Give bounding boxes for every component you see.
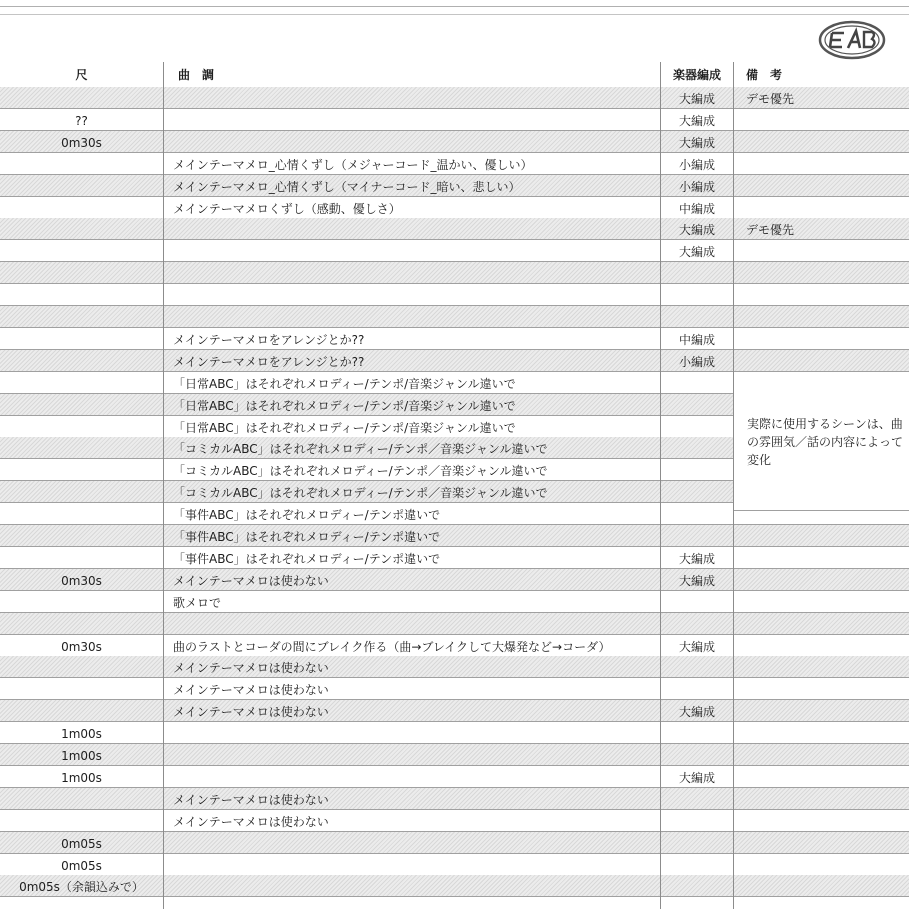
tune-cell: 「日常ABC」はそれぞれメロディー/テンポ/音楽ジャンル違いで bbox=[173, 420, 516, 435]
note-cell bbox=[746, 700, 906, 722]
tune-cell: 「コミカルABC」はそれぞれメロディー/テンポ／音楽ジャンル違いで bbox=[173, 486, 548, 501]
duration-cell bbox=[0, 350, 163, 372]
duration-cell bbox=[0, 700, 163, 722]
tune-cell: メインテーマメロは使わない bbox=[173, 661, 329, 676]
duration-cell bbox=[0, 547, 163, 569]
header-notes: 備 考 bbox=[746, 68, 783, 82]
duration-cell: 1m00s bbox=[61, 770, 102, 785]
instrument-cell: 大編成 bbox=[678, 135, 715, 150]
table-row bbox=[0, 788, 909, 810]
note-cell bbox=[746, 744, 906, 766]
tune-cell: 「日常ABC」はそれぞれメロディー/テンポ/音楽ジャンル違いで bbox=[173, 398, 516, 413]
note-cell: デモ優先 bbox=[746, 223, 795, 238]
instrument-cell: 中編成 bbox=[678, 201, 715, 216]
duration-cell bbox=[0, 503, 163, 525]
instrument-cell: 小編成 bbox=[678, 179, 715, 194]
instrument-cell bbox=[662, 416, 732, 438]
note-cell bbox=[746, 678, 906, 700]
instrument-cell bbox=[662, 656, 732, 678]
table-row bbox=[0, 766, 909, 788]
instrument-cell bbox=[662, 678, 732, 700]
table-row bbox=[0, 722, 909, 744]
table-row bbox=[0, 832, 909, 854]
note-cell bbox=[746, 766, 906, 788]
note-cell bbox=[746, 569, 906, 591]
tune-cell: メインテーマメロをアレンジとか?? bbox=[173, 332, 365, 347]
note-cell bbox=[746, 240, 906, 262]
merged-note-text: 実際に使用するシーンは、曲の雰囲気／話の内容によって変化 bbox=[747, 417, 904, 467]
tune-cell bbox=[173, 613, 653, 635]
instrument-cell bbox=[662, 832, 732, 854]
duration-cell bbox=[0, 459, 163, 481]
tune-cell: メインテーマメロは使わない bbox=[173, 705, 329, 720]
tune-cell: メインテーマメロをアレンジとか?? bbox=[173, 354, 365, 369]
duration-cell bbox=[0, 87, 163, 109]
note-cell bbox=[746, 197, 906, 219]
instrument-cell: 大編成 bbox=[678, 92, 715, 106]
table-row bbox=[0, 218, 909, 240]
column-divider bbox=[163, 62, 164, 909]
tune-cell: 「事件ABC」はそれぞれメロディー/テンポ違いで bbox=[173, 551, 441, 566]
note-cell: デモ優先 bbox=[746, 92, 795, 106]
note-cell bbox=[746, 262, 906, 284]
tune-cell bbox=[173, 109, 653, 131]
note-cell bbox=[746, 131, 906, 153]
duration-cell bbox=[0, 284, 163, 306]
table-row bbox=[0, 854, 909, 876]
duration-cell bbox=[0, 525, 163, 547]
top-rule bbox=[0, 6, 909, 7]
instrument-cell bbox=[662, 722, 732, 744]
duration-cell bbox=[0, 394, 163, 416]
duration-cell: 1m00s bbox=[61, 749, 102, 763]
instrument-cell bbox=[662, 394, 732, 416]
instrument-cell bbox=[662, 854, 732, 876]
note-cell bbox=[746, 306, 906, 328]
table-row bbox=[0, 306, 909, 328]
duration-cell bbox=[0, 240, 163, 262]
table-row bbox=[0, 284, 909, 306]
instrument-cell bbox=[662, 744, 732, 766]
instrument-cell: 大編成 bbox=[678, 639, 715, 654]
instrument-cell bbox=[662, 591, 732, 613]
column-divider bbox=[733, 62, 734, 909]
table-row bbox=[0, 613, 909, 635]
note-cell bbox=[746, 525, 906, 547]
note-cell bbox=[746, 810, 906, 832]
instrument-cell: 大編成 bbox=[678, 223, 715, 238]
tune-cell bbox=[173, 306, 653, 328]
note-cell bbox=[746, 656, 906, 678]
duration-cell bbox=[0, 678, 163, 700]
tune-cell: メインテーマメロは使わない bbox=[173, 573, 329, 588]
instrument-cell: 中編成 bbox=[678, 332, 715, 347]
tune-cell: メインテーマメロくずし（感動、優しさ） bbox=[173, 201, 401, 216]
table-row bbox=[0, 875, 909, 897]
instrument-cell: 小編成 bbox=[678, 157, 715, 172]
instrument-cell: 大編成 bbox=[678, 551, 715, 566]
duration-cell bbox=[0, 656, 163, 678]
table-row bbox=[0, 109, 909, 131]
tune-cell: メインテーマメロは使わない bbox=[173, 814, 329, 829]
duration-cell bbox=[0, 613, 163, 635]
table-row bbox=[0, 197, 909, 219]
note-cell bbox=[746, 350, 906, 372]
table-row bbox=[0, 525, 909, 547]
tune-cell: 「コミカルABC」はそれぞれメロディー/テンポ／音楽ジャンル違いで bbox=[173, 442, 548, 457]
duration-cell bbox=[0, 262, 163, 284]
note-cell bbox=[746, 547, 906, 569]
table-row bbox=[0, 656, 909, 678]
duration-cell bbox=[0, 437, 163, 459]
instrument-cell bbox=[662, 459, 732, 481]
note-cell bbox=[746, 153, 906, 175]
tune-cell bbox=[173, 240, 653, 262]
tune-cell bbox=[173, 722, 653, 744]
tune-cell bbox=[173, 284, 653, 306]
duration-cell bbox=[0, 175, 163, 197]
note-cell bbox=[746, 832, 906, 854]
tune-cell: 「日常ABC」はそれぞれメロディー/テンポ/音楽ジャンル違いで bbox=[173, 376, 516, 391]
table-row bbox=[0, 700, 909, 722]
logo-icon bbox=[818, 20, 886, 60]
tune-cell: 曲のラストとコーダの間にブレイク作る（曲→ブレイクして大爆発など→コーダ） bbox=[173, 639, 611, 654]
instrument-cell bbox=[662, 503, 732, 525]
tune-cell bbox=[173, 131, 653, 153]
table-row bbox=[0, 547, 909, 569]
tune-cell bbox=[173, 875, 653, 897]
tune-cell: 「事件ABC」はそれぞれメロディー/テンポ違いで bbox=[173, 508, 441, 523]
note-cell bbox=[746, 613, 906, 635]
instrument-cell bbox=[662, 262, 732, 284]
table-row bbox=[0, 240, 909, 262]
instrument-cell bbox=[662, 306, 732, 328]
table-row bbox=[0, 744, 909, 766]
note-cell bbox=[746, 788, 906, 810]
duration-cell bbox=[0, 481, 163, 503]
duration-cell: 0m05s bbox=[61, 836, 102, 851]
note-cell bbox=[746, 722, 906, 744]
duration-cell bbox=[0, 810, 163, 832]
instrument-cell: 小編成 bbox=[678, 354, 715, 369]
instrument-cell bbox=[662, 875, 732, 897]
table-row bbox=[0, 350, 909, 372]
merged-note-cell bbox=[733, 375, 909, 511]
duration-cell: 0m05s bbox=[61, 858, 102, 873]
instrument-cell: 大編成 bbox=[678, 573, 715, 588]
instrument-cell: 大編成 bbox=[678, 770, 715, 785]
instrument-cell: 大編成 bbox=[678, 113, 715, 128]
instrument-cell bbox=[662, 372, 732, 394]
top-rule-secondary bbox=[0, 14, 909, 15]
instrument-cell: 大編成 bbox=[678, 245, 715, 260]
header-tune: 曲 調 bbox=[178, 68, 215, 82]
tune-cell bbox=[173, 744, 653, 766]
note-cell bbox=[746, 591, 906, 613]
duration-cell: 0m30s bbox=[61, 573, 102, 588]
table-row bbox=[0, 810, 909, 832]
tune-cell: 歌メロで bbox=[173, 595, 222, 610]
tune-cell: メインテーマメロは使わない bbox=[173, 683, 329, 698]
table-row bbox=[0, 175, 909, 197]
table-row bbox=[0, 87, 909, 109]
table-row bbox=[0, 569, 909, 591]
tune-cell: メインテーマメロ_心情くずし（マイナーコード_暗い、悲しい） bbox=[173, 179, 521, 194]
duration-cell: 1m00s bbox=[61, 727, 102, 742]
tune-cell bbox=[173, 832, 653, 854]
tune-cell bbox=[173, 766, 653, 788]
duration-cell bbox=[0, 153, 163, 175]
table-row bbox=[0, 328, 909, 350]
header-instrument: 楽器編成 bbox=[672, 68, 721, 82]
tune-cell: メインテーマメロ_心情くずし（メジャーコード_温かい、優しい） bbox=[173, 157, 533, 172]
tune-cell: 「事件ABC」はそれぞれメロディー/テンポ違いで bbox=[173, 530, 441, 544]
tune-cell: 「コミカルABC」はそれぞれメロディー/テンポ／音楽ジャンル違いで bbox=[173, 464, 548, 479]
instrument-cell bbox=[662, 481, 732, 503]
table-row bbox=[0, 262, 909, 284]
duration-cell bbox=[0, 218, 163, 240]
duration-cell bbox=[0, 416, 163, 438]
note-cell bbox=[746, 328, 906, 350]
table-row bbox=[0, 591, 909, 613]
instrument-cell bbox=[662, 437, 732, 459]
header-duration: 尺 bbox=[75, 68, 88, 82]
table-row bbox=[0, 635, 909, 657]
duration-cell: 0m30s bbox=[61, 639, 102, 654]
instrument-cell bbox=[662, 613, 732, 635]
note-cell bbox=[746, 875, 906, 897]
tune-cell bbox=[173, 218, 653, 240]
tune-cell bbox=[173, 854, 653, 876]
instrument-cell bbox=[662, 810, 732, 832]
duration-cell: ?? bbox=[75, 113, 88, 128]
duration-cell bbox=[0, 328, 163, 350]
duration-cell bbox=[0, 788, 163, 810]
duration-cell bbox=[0, 591, 163, 613]
row-border bbox=[0, 896, 909, 897]
tune-cell bbox=[173, 262, 653, 284]
instrument-cell bbox=[662, 284, 732, 306]
tune-cell: メインテーマメロは使わない bbox=[173, 792, 329, 807]
note-cell bbox=[746, 109, 906, 131]
instrument-cell bbox=[662, 525, 732, 547]
duration-cell bbox=[0, 306, 163, 328]
duration-cell: 0m05s（余韻込みで） bbox=[19, 880, 144, 895]
instrument-cell bbox=[662, 788, 732, 810]
note-cell bbox=[746, 635, 906, 657]
instrument-cell: 大編成 bbox=[678, 705, 715, 720]
table-row bbox=[0, 153, 909, 175]
tune-cell bbox=[173, 87, 653, 109]
note-cell bbox=[746, 175, 906, 197]
duration-cell bbox=[0, 197, 163, 219]
table-row bbox=[0, 678, 909, 700]
column-divider bbox=[660, 62, 661, 909]
duration-cell: 0m30s bbox=[61, 135, 102, 150]
note-cell bbox=[746, 284, 906, 306]
table-row bbox=[0, 131, 909, 153]
duration-cell bbox=[0, 372, 163, 394]
note-cell bbox=[746, 854, 906, 876]
